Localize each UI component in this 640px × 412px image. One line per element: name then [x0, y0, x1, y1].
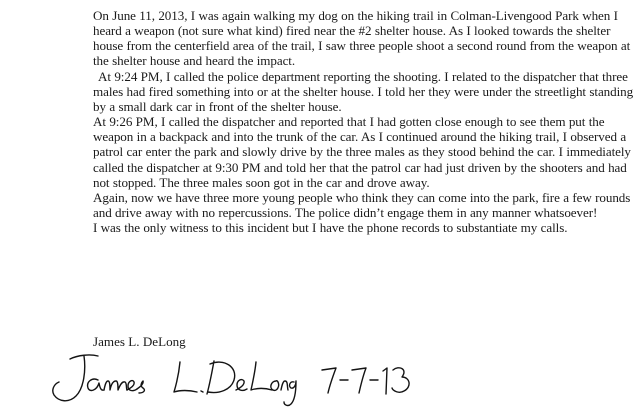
- typed-signature-name: James L. DeLong: [93, 334, 186, 349]
- handwritten-signature: [40, 350, 600, 412]
- letter-body: [93, 8, 638, 235]
- paragraph-witness-statement: I was the only witness to this incident but I have the phone records to substantiate my calls.: [93, 220, 568, 236]
- signature-ink: [53, 355, 409, 405]
- paragraph-second-call: At 9:26 PM, I called the dispatcher and reported that I had gotten close enough to see them put the weapon in a backpack and into the trunk of the car. As I continued around the hiking trail, I observed a patrol car enter the park and slowly drive by the three males as they stood behind the car. I immediately called the dispatcher at 9:30 PM and told her that the patrol car had just driven by the shooters and had not stopped. The three males soon got in the car and drove away.: [93, 114, 631, 190]
- paragraph-complaint: Again, now we have three more young people who think they can come into the park, fire a few rounds and drive away with no repercussions. The police didn’t engage them in any manner whatsoever!: [93, 189, 631, 221]
- paragraph-incident: On June 11, 2013, I was again walking my dog on the hiking trail in Colman-Livengood Park when I heard a weapon (not sure what kind) fired near the #2 shelter house. As I looked towards the shelter house from the centerfield area of the trail, I saw three people shoot a second round from the weapon at the shelter house and heard the impact.: [93, 8, 631, 69]
- paragraph-first-call: At 9:24 PM, I called the police department reporting the shooting. I related to the dispatcher that three males had fired something into or at the shelter house. I told her they were under the streetlight standing by a small dark car in front of the shelter house.: [93, 68, 634, 114]
